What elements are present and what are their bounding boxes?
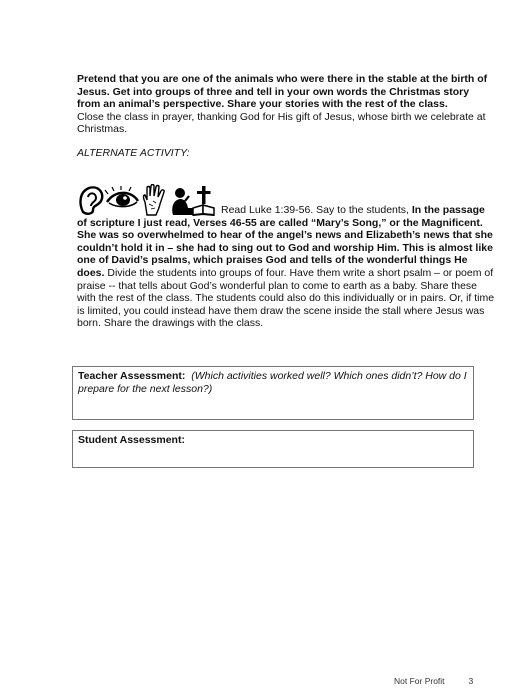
ear-icon xyxy=(81,187,103,213)
student-assessment-box[interactable] xyxy=(72,430,474,468)
page-footer xyxy=(394,676,473,688)
alternate-spoken-text: In the passage of scripture I just read, Verses 46-55 are called “Mary’s Song,” or the Magnificent. She was so overwhelmed to hear of the angel’s news and Elizabeth’s news that she couldn’t hold it in – she had to sing out to God and worship Him. This is almost like one of David’s psalms, which praises God and tells of the wonderful things He does. xyxy=(77,204,493,279)
activity-icons xyxy=(77,184,217,216)
student-assessment-label: Student Assessment: xyxy=(78,434,185,446)
alternate-activity-heading: ALTERNATE ACTIVITY: xyxy=(77,147,190,159)
praying-person-icon xyxy=(172,188,193,215)
hand-icon xyxy=(144,185,165,216)
alternate-instructions-text: Divide the students into groups of four. Have them write a short psalm – or poem of praise -- that tells about God’s wonderful plan to come to earth as a baby. Share these with the rest of the class. The students could also do this individually or in pairs. Or, if time is limited, you could instead have them draw the scene inside the stall where Jesus was born. Share the drawings with the class. xyxy=(77,266,495,330)
eye-icon xyxy=(105,186,138,207)
closing-prayer-text: Close the class in prayer, thanking God for His gift of Jesus, whose birth we celebrate at Christmas. xyxy=(77,110,486,136)
activity-paragraph xyxy=(77,73,495,136)
teacher-assessment-prompt: (Which activities worked well? Which ones didn’t? How do I prepare for the next lesson?) xyxy=(78,370,467,395)
page-number: 3 xyxy=(468,676,474,686)
alternate-activity-paragraph xyxy=(77,184,495,330)
teacher-assessment-box[interactable] xyxy=(72,366,474,420)
alternate-intro-text: Read Luke 1:39-56. Say to the students, xyxy=(221,204,412,216)
bible-cross-icon xyxy=(193,186,214,215)
activity-instructions: Pretend that you are one of the animals who were there in the stable at the birth of Jesus. Get into groups of three and tell in your own words the Christmas story from an animal’s perspective. Share your stories with the rest of the class. xyxy=(77,73,488,111)
footer-text: Not For Profit xyxy=(394,676,445,686)
teacher-assessment-label: Teacher Assessment: xyxy=(78,370,186,382)
